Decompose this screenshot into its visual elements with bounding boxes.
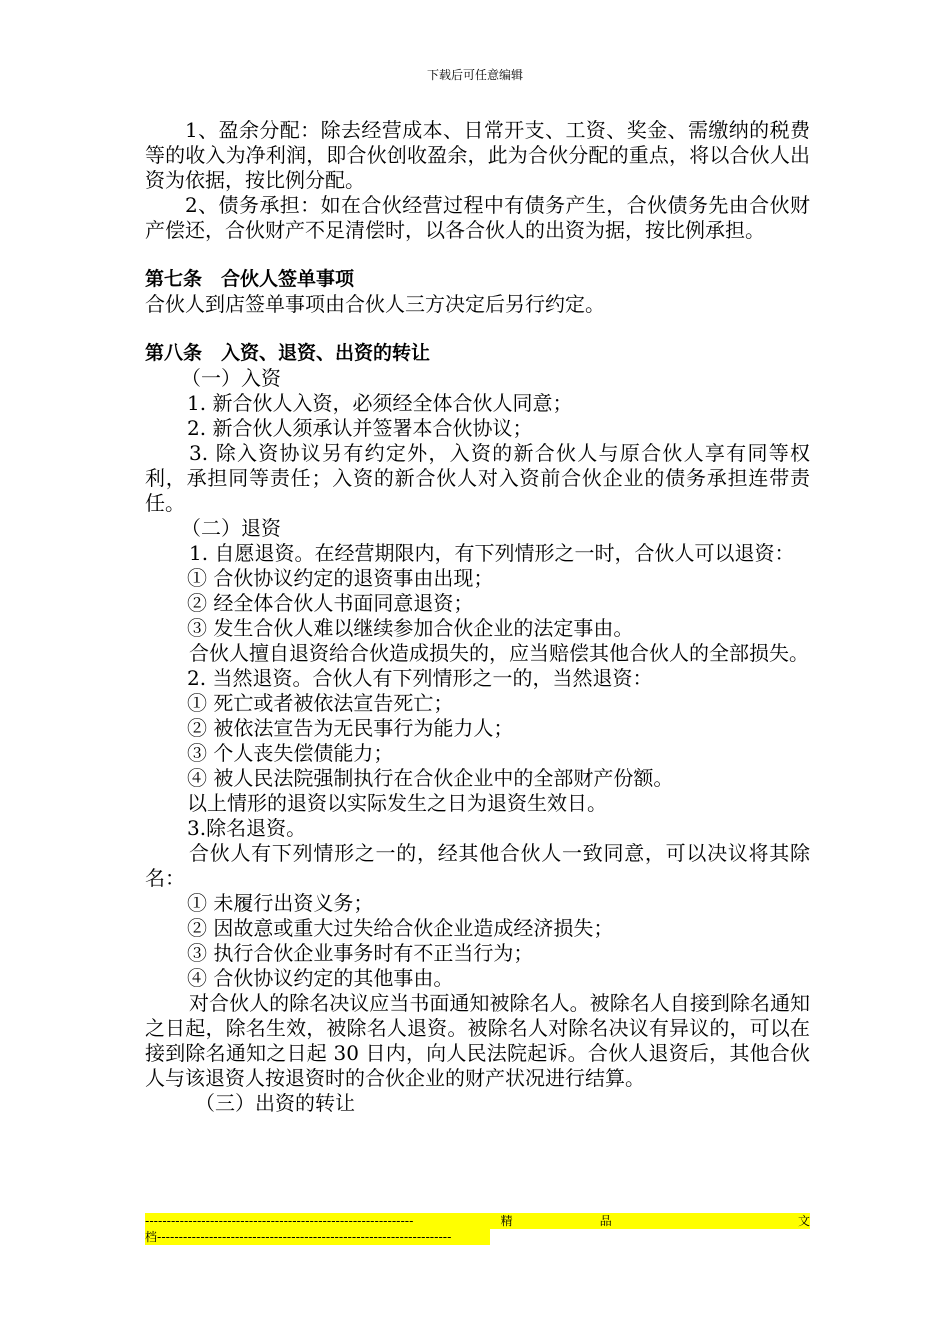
page-footer	[145, 1213, 810, 1249]
withdrawal-note: 合伙人擅自退资给合伙造成损失的，应当赔偿其他合伙人的全部损失。	[189, 641, 809, 665]
list-item: ③ 个人丧失偿债能力；	[187, 741, 394, 765]
footer-line-2	[145, 1229, 490, 1245]
effective-date-note: 以上情形的退资以实际发生之日为退资生效日。	[187, 791, 607, 815]
list-item: ① 未履行出资义务；	[187, 891, 374, 915]
automatic-withdrawal: 2. 当然退资。合伙人有下列情形之一的，当然退资：	[187, 666, 653, 690]
list-item: 2. 新合伙人须承认并签署本合伙协议；	[187, 416, 533, 440]
article-7-heading: 第七条 合伙人签单事项	[145, 268, 355, 290]
document-body	[145, 118, 810, 1116]
expulsion-withdrawal: 3.除名退资。	[187, 816, 307, 840]
profit-distribution-paragraph: 1、盈余分配：除去经营成本、日常开支、工资、奖金、需缴纳的税费等的收入为净利润，即合伙创收盈余，此为合伙分配的重点，将以合伙人出资为依据，按比例分配。	[145, 118, 810, 192]
footer-dashes: --------------------------------------------------------------	[145, 1214, 414, 1228]
list-item: ② 被依法宣告为无民事行为能力人；	[187, 716, 514, 740]
footer-line-1	[145, 1213, 810, 1229]
page-header: 下载后可任意编辑	[426, 68, 523, 82]
section-2-title: （二）退资	[181, 516, 281, 540]
article-7-body: 合伙人到店签单事项由合伙人三方决定后另行约定。	[145, 292, 605, 316]
list-item: ④ 被人民法院强制执行在合伙企业中的全部财产份额。	[187, 766, 674, 790]
list-item: ① 合伙协议约定的退资事由出现；	[187, 566, 494, 590]
section-1-title: （一）入资	[181, 366, 281, 390]
article-8-heading: 第八条 入资、退资、出资的转让	[145, 342, 431, 364]
list-item: ④ 合伙协议约定的其他事由。	[187, 966, 454, 990]
debt-paragraph: 2、债务承担：如在合伙经营过程中有债务产生，合伙债务先由合伙财产偿还，合伙财产不足清偿时，以各合伙人的出资为据，按比例承担。	[145, 193, 810, 242]
footer-char: 文	[797, 1214, 810, 1228]
footer-char: 档	[145, 1230, 158, 1244]
footer-char: 精	[500, 1214, 513, 1228]
list-item: 1. 新合伙人入资，必须经全体合伙人同意；	[187, 391, 573, 415]
list-item: ② 经全体合伙人书面同意退资；	[187, 591, 474, 615]
expulsion-intro: 合伙人有下列情形之一的，经其他合伙人一致同意，可以决议将其除名：	[145, 841, 810, 890]
list-item: ③ 执行合伙企业事务时有不正当行为；	[187, 941, 534, 965]
list-item: 3. 除入资协议另有约定外，入资的新合伙人与原合伙人享有同等权利，承担同等责任；入资的新合伙人对入资前合伙企业的债务承担连带责任。	[145, 441, 810, 515]
list-item: ③ 发生合伙人难以继续参加合伙企业的法定事由。	[187, 616, 634, 640]
footer-char: 品	[599, 1214, 612, 1228]
section-3-title: （三）出资的转让	[195, 1091, 355, 1115]
footer-dashes: --------------------------------------------------------------------	[157, 1230, 452, 1244]
voluntary-withdrawal: 1. 自愿退资。在经营期限内，有下列情形之一时，合伙人可以退资：	[189, 541, 795, 565]
list-item: ② 因故意或重大过失给合伙企业造成经济损失；	[187, 916, 614, 940]
list-item: ① 死亡或者被依法宣告死亡；	[187, 691, 454, 715]
expulsion-note: 对合伙人的除名决议应当书面通知被除名人。被除名人自接到除名通知之日起，除名生效，被除名人退资。被除名人对除名决议有异议的，可以在接到除名通知之日起 30 日内，向人民法院起诉。合伙人退资后，其他合伙人与该退资人按退资时的合伙企业的财产状况进行结算。	[145, 991, 810, 1090]
